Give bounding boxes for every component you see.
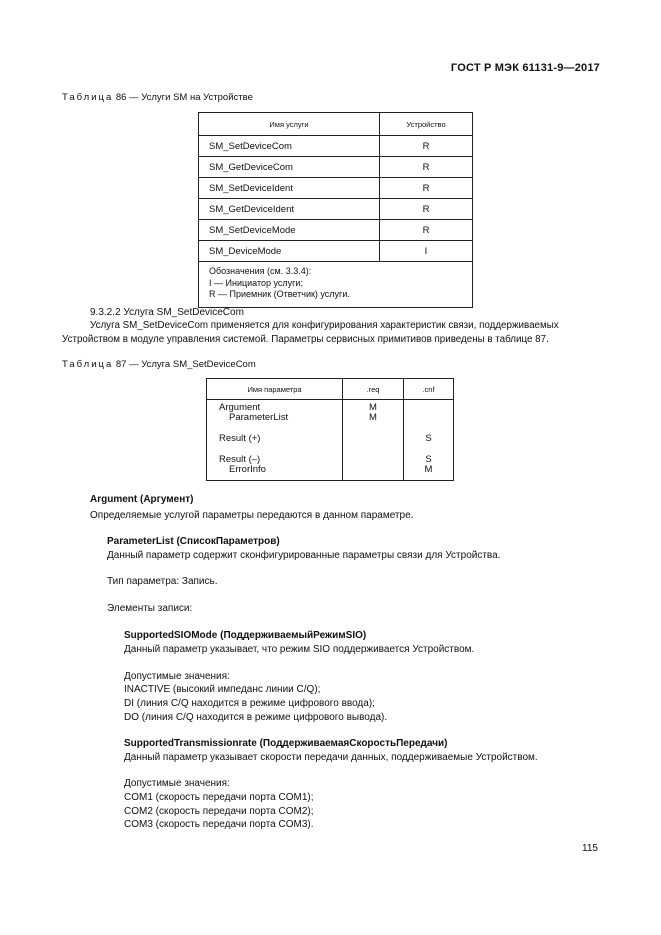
spacer <box>404 413 453 423</box>
cnf-value: S <box>425 433 432 445</box>
siomode-text: Данный параметр указывает, что режим SIO поддерживается Устройством. <box>124 644 475 655</box>
device-role: R <box>380 157 473 178</box>
table-86-caption <box>62 92 253 103</box>
table-row <box>207 400 454 481</box>
txrate-title: SupportedTransmissionrate (ПоддерживаемаяСкоростьПередачи) <box>124 738 448 749</box>
table-notes <box>199 262 473 308</box>
table-row <box>199 157 473 178</box>
parameter-names-cell <box>207 400 343 481</box>
txrate-value: COM3 (скорость передачи порта COM3). <box>124 819 314 830</box>
notes-line: I — Инициатор услуги; <box>209 277 303 288</box>
column-header-cnf: .cnf <box>404 379 454 400</box>
service-name: SM_GetDeviceCom <box>199 157 380 178</box>
service-name: SM_GetDeviceIdent <box>199 199 380 220</box>
device-role: R <box>380 178 473 199</box>
req-value: M <box>369 412 377 424</box>
table-87-caption <box>62 359 256 370</box>
table-row <box>199 220 473 241</box>
table-87 <box>206 378 454 481</box>
table-86-caption-text: 86 — Услуги SM на Устройстве <box>115 92 253 103</box>
parameterlist-text: Данный параметр содержит сконфигурированные параметры связи для Устройства. <box>107 550 501 561</box>
txrate-value: COM2 (скорость передачи порта COM2); <box>124 806 314 817</box>
table-86-caption-prefix: Таблица <box>62 92 114 103</box>
table-notes-row <box>199 262 473 308</box>
siomode-title: SupportedSIOMode (ПоддерживаемыйРежимSIO) <box>124 630 367 641</box>
req-value: M <box>369 402 377 413</box>
section-text-line: Устройством в модуле управления системой. Параметры сервисных примитивов приведены в таблице 87. <box>62 334 549 345</box>
table-87-caption-prefix: Таблица <box>62 359 114 370</box>
siomode-value: DI (линия C/Q находится в режиме цифрового ввода); <box>124 698 375 709</box>
section-text <box>62 319 600 347</box>
argument-text: Определяемые услугой параметры передаются в данном параметре. <box>90 510 414 521</box>
service-name: SM_SetDeviceMode <box>199 220 380 241</box>
parameterlist-title: ParameterList (СписокПараметров) <box>107 536 280 547</box>
parameter-name: ParameterList <box>229 412 289 424</box>
document-id: ГОСТ Р МЭК 61131-9—2017 <box>450 62 600 74</box>
section-text-line: Услуга SM_SetDeviceCom применяется для конфигурирования характеристик связи, поддерживаемых <box>90 320 559 331</box>
column-header-device: Устройство <box>380 113 473 136</box>
device-role: R <box>380 199 473 220</box>
device-role: R <box>380 136 473 157</box>
service-name: SM_DeviceMode <box>199 241 380 262</box>
device-role: I <box>380 241 473 262</box>
column-header-parameter-name: Имя параметра <box>207 379 343 400</box>
table-row <box>199 241 473 262</box>
argument-title: Argument (Аргумент) <box>90 494 194 505</box>
txrate-value: COM1 (скорость передачи порта COM1); <box>124 792 314 803</box>
parameter-name: ErrorInfo <box>229 464 266 476</box>
table-row <box>199 136 473 157</box>
siomode-allowed-label: Допустимые значения: <box>124 671 230 682</box>
table-row <box>199 178 473 199</box>
cnf-values-cell <box>404 400 454 481</box>
cnf-value: S <box>425 453 432 465</box>
txrate-allowed-label: Допустимые значения: <box>124 778 230 789</box>
section-heading: 9.3.2.2 Услуга SM_SetDeviceCom <box>90 307 244 318</box>
page-number: 115 <box>582 843 598 854</box>
table-row <box>199 199 473 220</box>
txrate-text: Данный параметр указывает скорости передачи данных, поддерживаемые Устройством. <box>124 752 538 763</box>
notes-line: Обозначения (см. 3.3.4): <box>209 266 312 276</box>
device-role: R <box>380 220 473 241</box>
parameter-name: Result (–) <box>219 454 261 465</box>
column-header-req: .req <box>343 379 404 400</box>
parameter-name: Argument <box>219 402 261 413</box>
cnf-value: M <box>424 464 433 476</box>
table-87-caption-text: 87 — Услуга SM_SetDeviceCom <box>115 359 256 370</box>
siomode-value: INACTIVE (высокий импеданс линии C/Q); <box>124 684 321 695</box>
siomode-value: DO (линия C/Q находится в режиме цифрового вывода). <box>124 712 388 723</box>
parameter-name: Result (+) <box>219 433 261 445</box>
table-86 <box>198 112 473 308</box>
notes-line: R — Приемник (Ответчик) услуги. <box>209 289 350 299</box>
req-values-cell <box>343 400 404 481</box>
table-header-row <box>199 113 473 136</box>
parameter-type: Тип параметра: Запись. <box>107 576 218 587</box>
spacer <box>404 403 453 413</box>
table-header-row <box>207 379 454 400</box>
service-name: SM_SetDeviceCom <box>199 136 380 157</box>
record-elements-label: Элементы записи: <box>107 603 193 614</box>
column-header-service-name: Имя услуги <box>199 113 380 136</box>
service-name: SM_SetDeviceIdent <box>199 178 380 199</box>
